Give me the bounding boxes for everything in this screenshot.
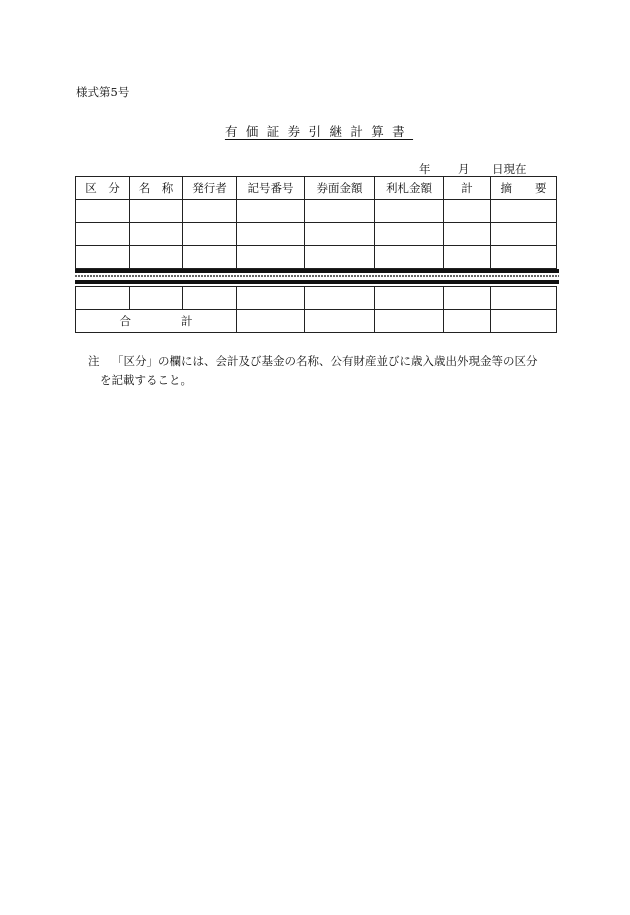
- securities-table-upper: [75, 176, 557, 269]
- header-name: 名 称: [130, 177, 183, 200]
- table-cell[interactable]: [183, 200, 237, 223]
- table-cell[interactable]: [183, 223, 237, 246]
- table-cell[interactable]: [444, 287, 491, 310]
- table-cell[interactable]: [130, 223, 183, 246]
- table-cell[interactable]: [76, 223, 130, 246]
- table-row: [76, 287, 557, 310]
- table-cell[interactable]: [491, 223, 557, 246]
- table-cell[interactable]: [305, 287, 375, 310]
- table-cell[interactable]: [375, 223, 444, 246]
- header-category: 区 分: [76, 177, 130, 200]
- table-cell[interactable]: [444, 223, 491, 246]
- table-cell[interactable]: [305, 200, 375, 223]
- total-label-a: 合: [119, 314, 131, 328]
- header-face-value: 券面金額: [305, 177, 375, 200]
- table-cell[interactable]: [130, 246, 183, 269]
- note-text-1: 「区分」の欄には、会計及び基金の名称、公有財産並びに歳入歳出外現金等の区分: [112, 354, 538, 368]
- table-cell[interactable]: [375, 200, 444, 223]
- date-month-label: 月: [458, 162, 470, 176]
- table-cell[interactable]: [491, 200, 557, 223]
- table-cell[interactable]: [491, 287, 557, 310]
- note: [88, 352, 558, 390]
- table-cell[interactable]: [237, 310, 305, 333]
- header-remarks: 摘 要: [491, 177, 557, 200]
- table-cell[interactable]: [305, 310, 375, 333]
- document-title: 有価証券引継計算書: [224, 124, 414, 139]
- note-line-1: [88, 352, 558, 371]
- note-line-2: を記載すること。: [100, 373, 192, 387]
- date-year-label: 年: [419, 162, 431, 176]
- table-break-pattern: [75, 275, 559, 277]
- date-day-label: 日現在: [492, 162, 527, 176]
- table-cell[interactable]: [444, 246, 491, 269]
- table-row: [76, 246, 557, 269]
- table-cell[interactable]: [491, 246, 557, 269]
- table-cell[interactable]: [183, 287, 237, 310]
- total-row: [76, 310, 557, 333]
- table-cell[interactable]: [444, 310, 491, 333]
- note-label: 注: [88, 354, 100, 368]
- table-cell[interactable]: [375, 246, 444, 269]
- table-cell[interactable]: [237, 287, 305, 310]
- table-cell[interactable]: [305, 246, 375, 269]
- table-cell[interactable]: [130, 287, 183, 310]
- header-total: 計: [444, 177, 491, 200]
- header-coupon-value: 利札金額: [375, 177, 444, 200]
- table-cell[interactable]: [130, 200, 183, 223]
- form-number: 様式第5号: [76, 85, 130, 99]
- table-cell[interactable]: [305, 223, 375, 246]
- table-cell[interactable]: [375, 287, 444, 310]
- table-cell[interactable]: [491, 310, 557, 333]
- header-serial-number: 記号番号: [237, 177, 305, 200]
- table-cell[interactable]: [375, 310, 444, 333]
- header-row: [76, 177, 557, 200]
- table-cell[interactable]: [183, 246, 237, 269]
- header-issuer: 発行者: [183, 177, 237, 200]
- total-label: [76, 310, 237, 333]
- table-cell[interactable]: [76, 246, 130, 269]
- securities-table-lower: [75, 286, 557, 333]
- document-title-wrapper: [0, 121, 630, 140]
- total-label-b: 計: [181, 314, 193, 328]
- table-cell[interactable]: [237, 246, 305, 269]
- table-cell[interactable]: [76, 200, 130, 223]
- table-cell[interactable]: [237, 200, 305, 223]
- table-break-line-bottom: [75, 280, 559, 284]
- table-row: [76, 200, 557, 223]
- table-break-line-top: [75, 269, 559, 273]
- table-row: [76, 223, 557, 246]
- table-cell[interactable]: [76, 287, 130, 310]
- table-cell[interactable]: [237, 223, 305, 246]
- table-cell[interactable]: [444, 200, 491, 223]
